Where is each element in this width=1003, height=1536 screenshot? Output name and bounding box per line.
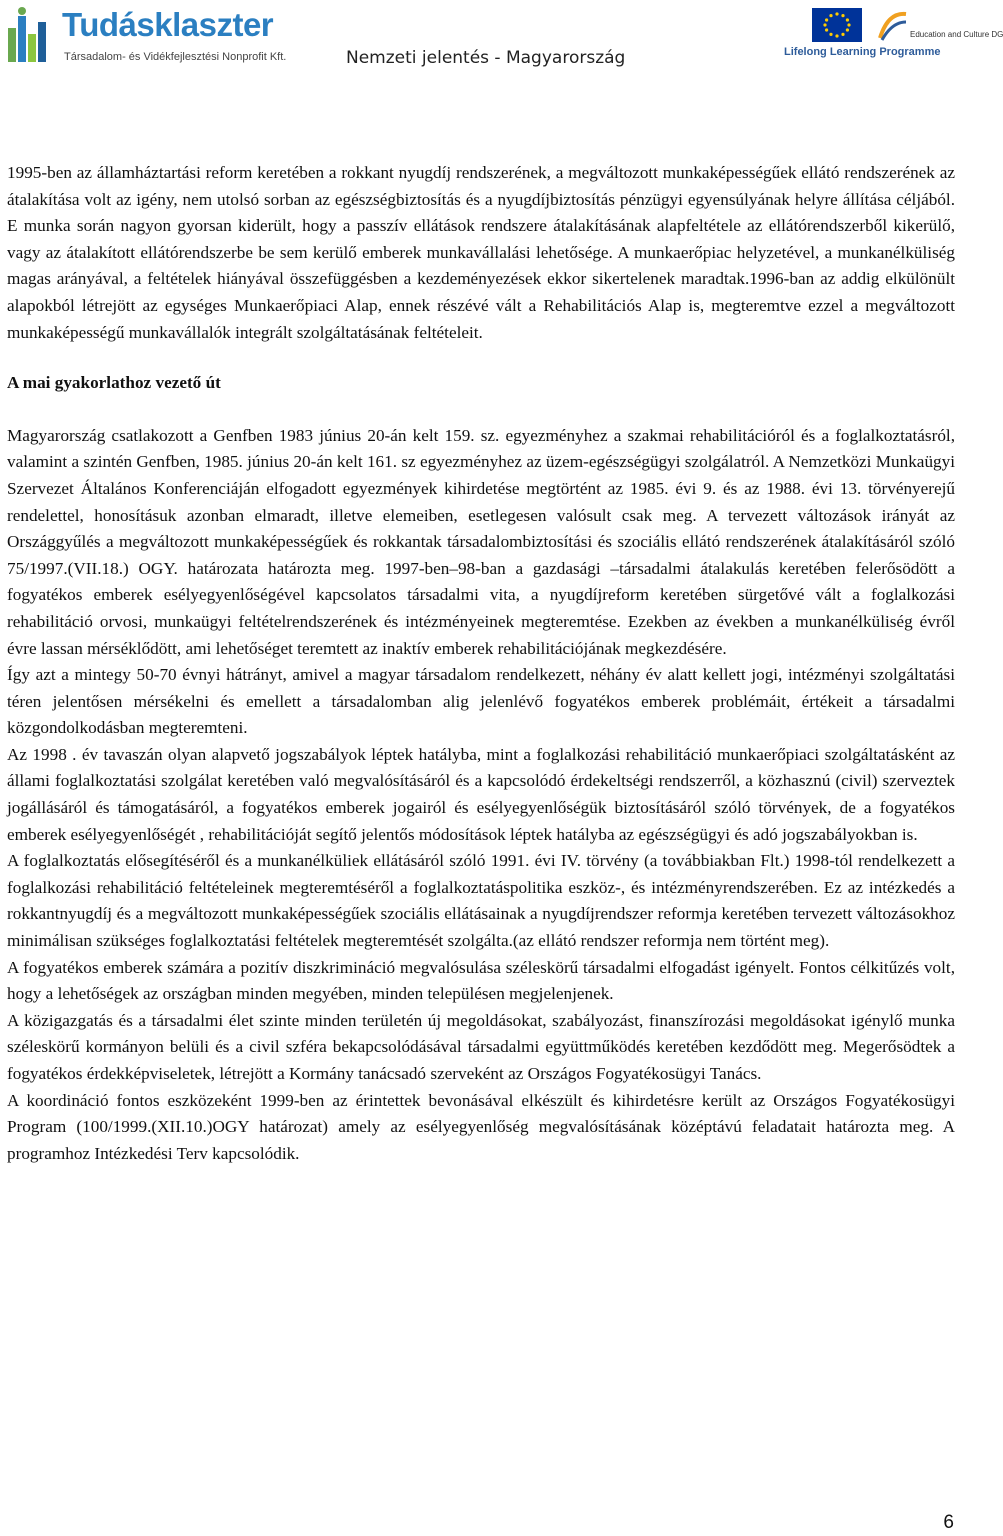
llp-swirl-icon (878, 8, 908, 42)
paragraph: Magyarország csatlakozott a Genfben 1983 június 20-án kelt 159. sz. egyezményhez a szakmai rehabilitációról és a foglalkoztatásról, valamint a szintén Genfben, 1985. június 20-án kelt 161. sz egyezményhez az üzem-egészségügyi szolgálatról. A Nemzetközi Munkaügyi Szervezet Általános Konferenciáján elfogadott egyezmények kihirdetése megtörtént az 1985. évi 9. és az 1988. évi 13. törvényerejű rendelettel, honosításuk azonban elmaradt, illetve elemeiben, esetlegesen valósult csak meg. A tervezett változások irányát az Országgyűlés a megváltozott munkaképességűek és rokkantak társadalombiztosítási és szociális ellátó rendszerének átalakításáról szóló 75/1997.(VII.18.) OGY. határozata határozta meg. 1997-ben–98-ban a gazdasági –társadalmi átalakulás keretében felerősödött a fogyatékos emberek esélyegyenlőségével kapcsolatos társadalmi vita, a nyugdíjreform keretében sürgetővé vált a foglalkozási rehabilitáció orvosi, munkaügyi feltételrendszerének és intézményeinek megteremtése. Ezekben az években a munkanélküliség évről évre lassan mérséklődött, ami lehetőséget teremtett az inaktív emberek rehabilitációjának megkezdésére. (7, 425, 955, 658)
eac-label: Education and Culture DG (910, 30, 1003, 39)
llp-label: Lifelong Learning Programme (784, 46, 941, 58)
page-number: 6 (943, 1512, 954, 1533)
section-heading: A mai gyakorlathoz vezető út (7, 373, 221, 393)
paragraph: A közigazgatás és a társadalmi élet szinte minden területén új megoldásokat, szabályozást, finanszírozási megoldásokat igénylő munka széleskörű kormányon belüli és a civil szféra bekapcsolódásával társadalmi együttműködés keretében kezdődött meg. Megerősödtek a fogyatékos érdekképviseletek, létrejött a Kormány tanácsadó szerveként az Országos Fogyatékosügyi Tanács. (7, 1010, 955, 1083)
paragraph: A fogyatékos emberek számára a pozitív diszkrimináció megvalósulása széleskörű társadalmi elfogadást igényelt. Fontos célkitűzés volt, hogy a lehetőségek az országban minden megyében, minden településen megjelenjenek. (7, 957, 955, 1004)
logo-name: Tudásklaszter (62, 6, 274, 43)
paragraph: Így azt a mintegy 50-70 évnyi hátrányt, amivel a magyar társadalom rendelkezett, néhány év alatt kellett jogi, intézményi szolgáltatási téren jelentősen mérsékelni és emellett a társadalomban alig jelenlévő fogyatékos emberek problémáit, értékeit a társadalmi közgondolkodásban megteremteni. (7, 665, 955, 738)
paragraph: Az 1998 . év tavaszán olyan alapvető jogszabályok léptek hatályba, mint a foglalkozási rehabilitáció munkaerőpiaci szolgáltatásként az állami foglalkoztatási szolgálat keretében való megvalósításáról és a kapcsolódó érdekeltségi rendszerről, a közhasznú (civil) szerveztek jogállásáról és támogatásáról, a fogyatékos emberek jogairól és esélyegyenlőségük biztosításáról szóló törvények, de a fogyatékos emberek esélyegyenlőségét , rehabilitációját segítő jelentős módosítások léptek hatályba az egészségügyi és adó jogszabályokban is. (7, 744, 955, 844)
logo-subtitle: Társadalom- és Vidékfejlesztési Nonprofit Kft. (64, 51, 287, 63)
eu-flag-icon (812, 8, 862, 42)
paragraph: A foglalkoztatás elősegítéséről és a munkanélküliek ellátásáról szóló 1991. évi IV. törvény (a továbbiakban Flt.) 1998-tól rendelkezett a foglalkozási rehabilitáció feltételeinek megteremtéséről a foglalkoztatáspolitika eszköz-, és intézményrendszerében. Ez az intézkedés a rokkantnyugdíj és a megváltozott munkaképességűek szociális ellátásainak a nyugdíjrendszer reformja keretében tervezett változásokhoz minimálisan szükséges foglalkoztatási feltételek megteremtését szolgálta.(az ellátó rendszer reformja nem történt meg). (7, 851, 955, 951)
document-title: Nemzeti jelentés - Magyarország (346, 48, 626, 68)
cluster-logo-icon (6, 6, 54, 66)
tudasklaszter-logo (6, 6, 287, 68)
paragraph: A koordináció fontos eszközeként 1999-ben az érintettek bevonásával elkészült és kihirdetésre került az Országos Fogyatékosügyi Program (100/1999.(XII.10.)OGY határozat) amely az esélyegyenlőség megvalósításának középtávú feladatait határozta meg. A programhoz Intézkedési Terv kapcsolódik. (7, 1090, 955, 1163)
page-header (0, 0, 1003, 80)
document-body (7, 160, 955, 1167)
paragraph: 1995-ben az államháztartási reform keretében a rokkant nyugdíj rendszerének, a megváltozott munkaképességűek ellátó rendszerének az átalakítása volt az igény, nem utolsó sorban az egészségbiztosítás és a nyugdíjbiztosítás pénzügyi egyensúlyának helyre állítása céljából. E munka során nagyon gyorsan kiderült, hogy a passzív ellátások rendszere átalakításának alapfeltétele az ellátórendszerből kikerülő, vagy az átalakított ellátórendszerbe be sem kerülő emberek munkavállalási lehetősége. A munkaerőpiac helyzetével, a munkanélküliség magas arányával, a feltételek hiányával összefüggésben a kezdeményezések ekkor sikertelenek maradtak.1996-ban az addig elkülönült alapokból létrejött az egységes Munkaerőpiaci Alap, ennek részévé vált a Rehabilitációs Alap is, megteremtve ezzel a megváltozott munkaképességű munkavállalók integrált szolgáltatásának feltételeit. (7, 163, 955, 342)
eu-llp-logo (782, 4, 1003, 66)
